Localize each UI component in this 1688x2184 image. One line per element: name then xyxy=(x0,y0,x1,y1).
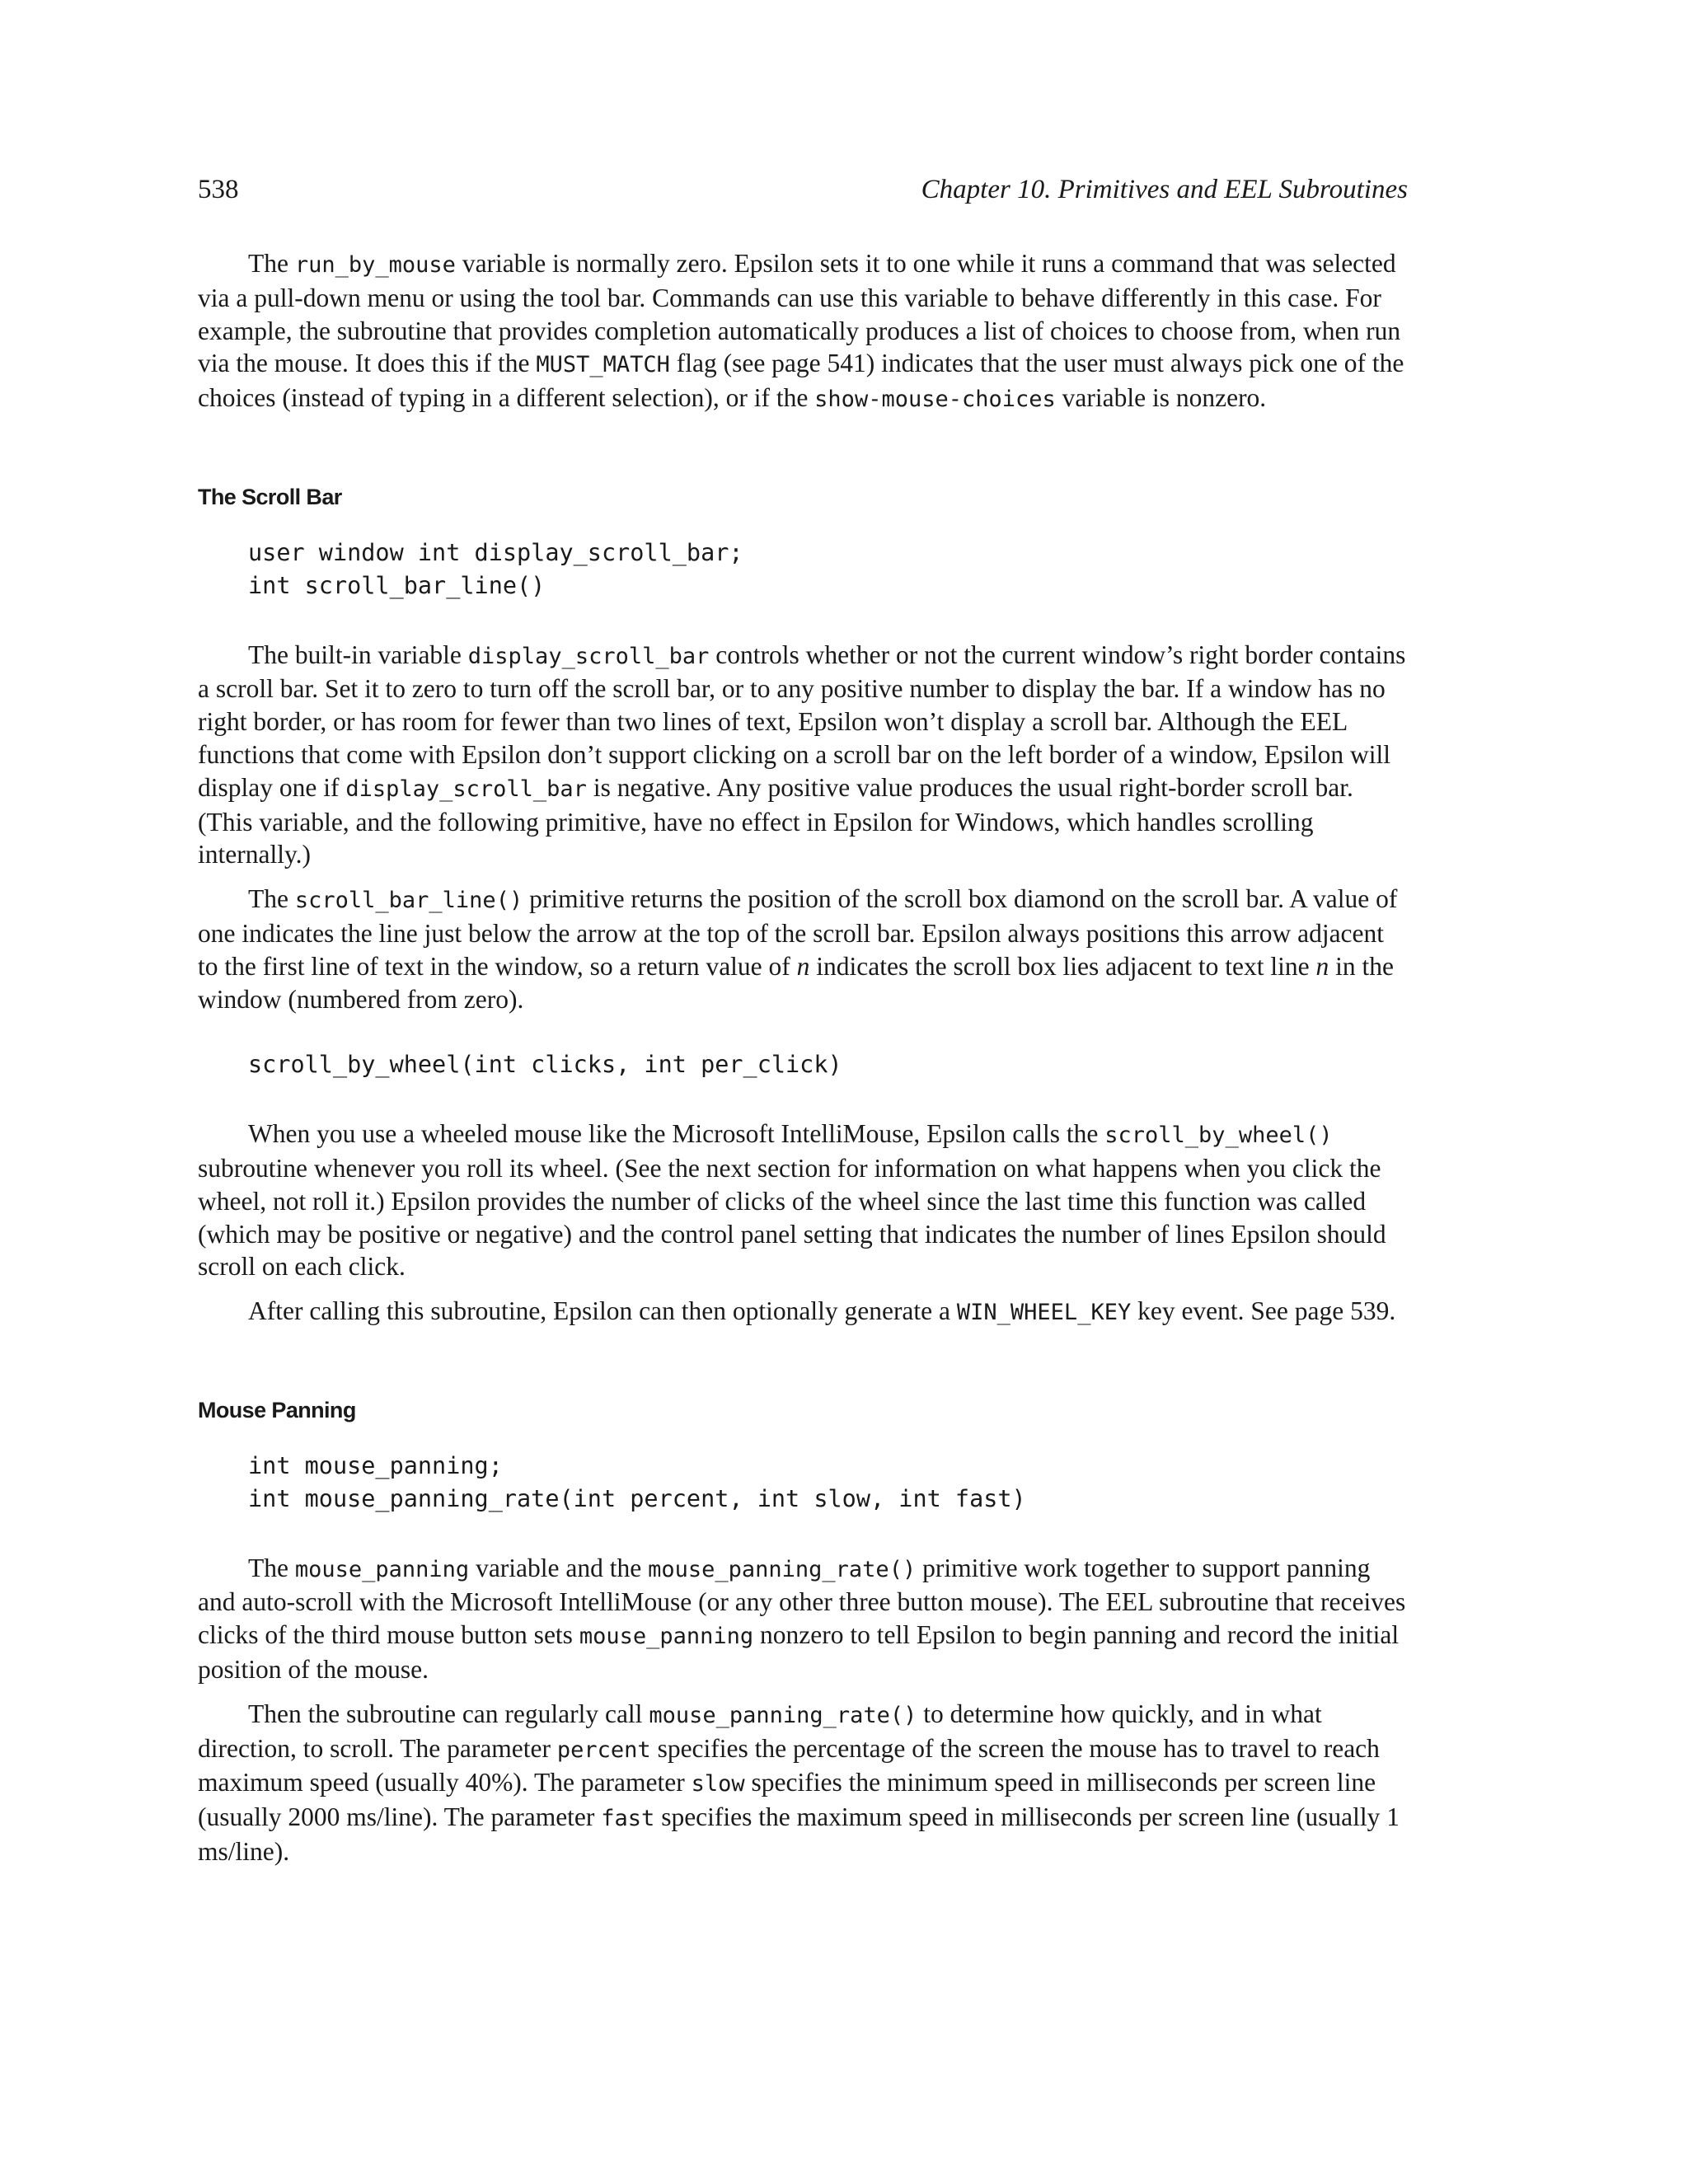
text-span: indicates the scroll box lies adjacent to text line xyxy=(809,951,1316,981)
code-display-scroll-bar: display_scroll_bar xyxy=(345,776,587,802)
paragraph-win-wheel-key xyxy=(198,1295,1408,1329)
text-span: flag (see page 541) indicates that the user must always pick one of the choices (instead of typing in a different selection), or if the xyxy=(198,349,1404,413)
italic-n: n xyxy=(796,951,810,981)
section-heading-mouse-panning: Mouse Panning xyxy=(198,1397,356,1422)
text-span: variable is nonzero. xyxy=(1055,383,1267,413)
text-span: primitive returns the position of the scroll box diamond on the scroll bar. A value of one indicates the line just below the arrow at the top of the scroll bar. Epsilon always positions this arrow adjacent to the first line of text in the window, so a return value of xyxy=(198,884,1398,981)
code-display-scroll-bar: display_scroll_bar xyxy=(467,643,710,669)
text-span: The xyxy=(248,1553,295,1582)
text-span: subroutine whenever you roll its wheel. (See the next section for information on what happens when you click the wheel, not roll it.) Epsilon provides the number of clicks of the wheel since the last time this function was called (which may be positive or negative) and the control panel setting that indicates the number of lines Epsilon should scroll on each click. xyxy=(198,1153,1386,1282)
text-span: in the window (numbered from zero). xyxy=(198,951,1394,1014)
paragraph-mouse-panning xyxy=(198,1552,1408,1686)
page-number: 538 xyxy=(198,175,239,204)
text-span: The xyxy=(248,884,295,914)
italic-n: n xyxy=(1315,951,1329,981)
code-line: int scroll_bar_line() xyxy=(248,571,546,599)
paragraph-scroll-bar-line xyxy=(198,883,1408,1015)
text-span: controls whether or not the current window’s right border contains a scroll bar. Set it to zero to turn off the scroll bar, or to any positive number to display the bar. If a window has no right border, or has room for fewer than two lines of text, Epsilon won’t display a scroll bar. Although the EEL functions that come with Epsilon don’t support clicking on a scroll bar on the left border of a window, Epsilon will display one if xyxy=(198,640,1406,802)
code-line: int mouse_panning; xyxy=(248,1451,503,1479)
text-span: The xyxy=(248,249,295,278)
paragraph-run-by-mouse xyxy=(198,247,1408,416)
code-fast: fast xyxy=(601,1806,655,1832)
page-body xyxy=(198,247,1408,1880)
section-heading-scroll-bar: The Scroll Bar xyxy=(198,484,342,509)
code-mouse-panning: mouse_panning xyxy=(579,1624,754,1650)
code-line: user window int display_scroll_bar; xyxy=(248,538,743,566)
text-span: After calling this subroutine, Epsilon can then optionally generate a xyxy=(248,1296,957,1326)
code-block-scroll-bar xyxy=(198,537,1408,602)
paragraph-mouse-panning-rate xyxy=(198,1698,1408,1868)
code-mouse-panning-rate: mouse_panning_rate() xyxy=(648,1556,917,1582)
code-slow: slow xyxy=(691,1771,745,1797)
text-span: key event. See page 539. xyxy=(1131,1296,1396,1326)
text-span: variable and the xyxy=(469,1553,649,1582)
code-mouse-panning-rate: mouse_panning_rate() xyxy=(649,1702,917,1728)
code-scroll-by-wheel: scroll_by_wheel() xyxy=(1104,1122,1333,1149)
code-show-mouse-choices: show-mouse-choices xyxy=(814,387,1056,413)
text-span: specifies the percentage of the screen the mouse has to travel to reach maximum speed (usually 40%). The parameter xyxy=(198,1733,1380,1797)
text-span: variable is normally zero. Epsilon sets it to one while it runs a command that was selected via a pull-down menu or using the tool bar. Commands can use this variable to behave differently in this case. For example, the subroutine that provides completion automatically produces a list of choices to choose from, when run via the mouse. It does this if the xyxy=(198,249,1401,378)
text-span: Then the subroutine can regularly call xyxy=(248,1699,649,1728)
running-head: Chapter 10. Primitives and EEL Subroutines xyxy=(921,175,1408,204)
paragraph-scroll-by-wheel xyxy=(198,1118,1408,1283)
code-block-scroll-by-wheel xyxy=(198,1048,1408,1081)
code-must-match: MUST_MATCH xyxy=(536,352,670,378)
text-span: specifies the maximum speed in milliseconds per screen line (usually 1 ms/line). xyxy=(198,1802,1400,1866)
text-span: The built-in variable xyxy=(248,640,468,669)
paragraph-display-scroll-bar xyxy=(198,639,1408,872)
text-span: to determine how quickly, and in what direction, to scroll. The parameter xyxy=(198,1699,1322,1763)
code-run-by-mouse: run_by_mouse xyxy=(294,252,456,278)
code-win-wheel-key: WIN_WHEEL_KEY xyxy=(956,1300,1132,1326)
code-line: int mouse_panning_rate(int percent, int slow, int fast) xyxy=(248,1484,1026,1512)
code-scroll-bar-line: scroll_bar_line() xyxy=(294,888,523,914)
code-percent: percent xyxy=(556,1736,651,1763)
text-span: nonzero to tell Epsilon to begin panning and record the initial position of the mouse. xyxy=(198,1620,1400,1684)
code-line: scroll_by_wheel(int clicks, int per_click) xyxy=(248,1051,842,1079)
text-span: is negative. Any positive value produces the usual right-border scroll bar. (This variable, and the following primitive, have no effect in Epsilon for Windows, which handles scrolling internally.) xyxy=(198,772,1353,869)
text-span: specifies the minimum speed in milliseconds per screen line (usually 2000 ms/line). The parameter xyxy=(198,1768,1376,1832)
text-span: When you use a wheeled mouse like the Microsoft IntelliMouse, Epsilon calls the xyxy=(248,1119,1105,1149)
code-block-mouse-panning xyxy=(198,1450,1408,1516)
text-span: primitive work together to support panning and auto-scroll with the Microsoft IntelliMouse (or any other three button mouse). The EEL subroutine that receives clicks of the third mouse button sets xyxy=(198,1553,1406,1650)
code-mouse-panning: mouse_panning xyxy=(294,1556,470,1582)
